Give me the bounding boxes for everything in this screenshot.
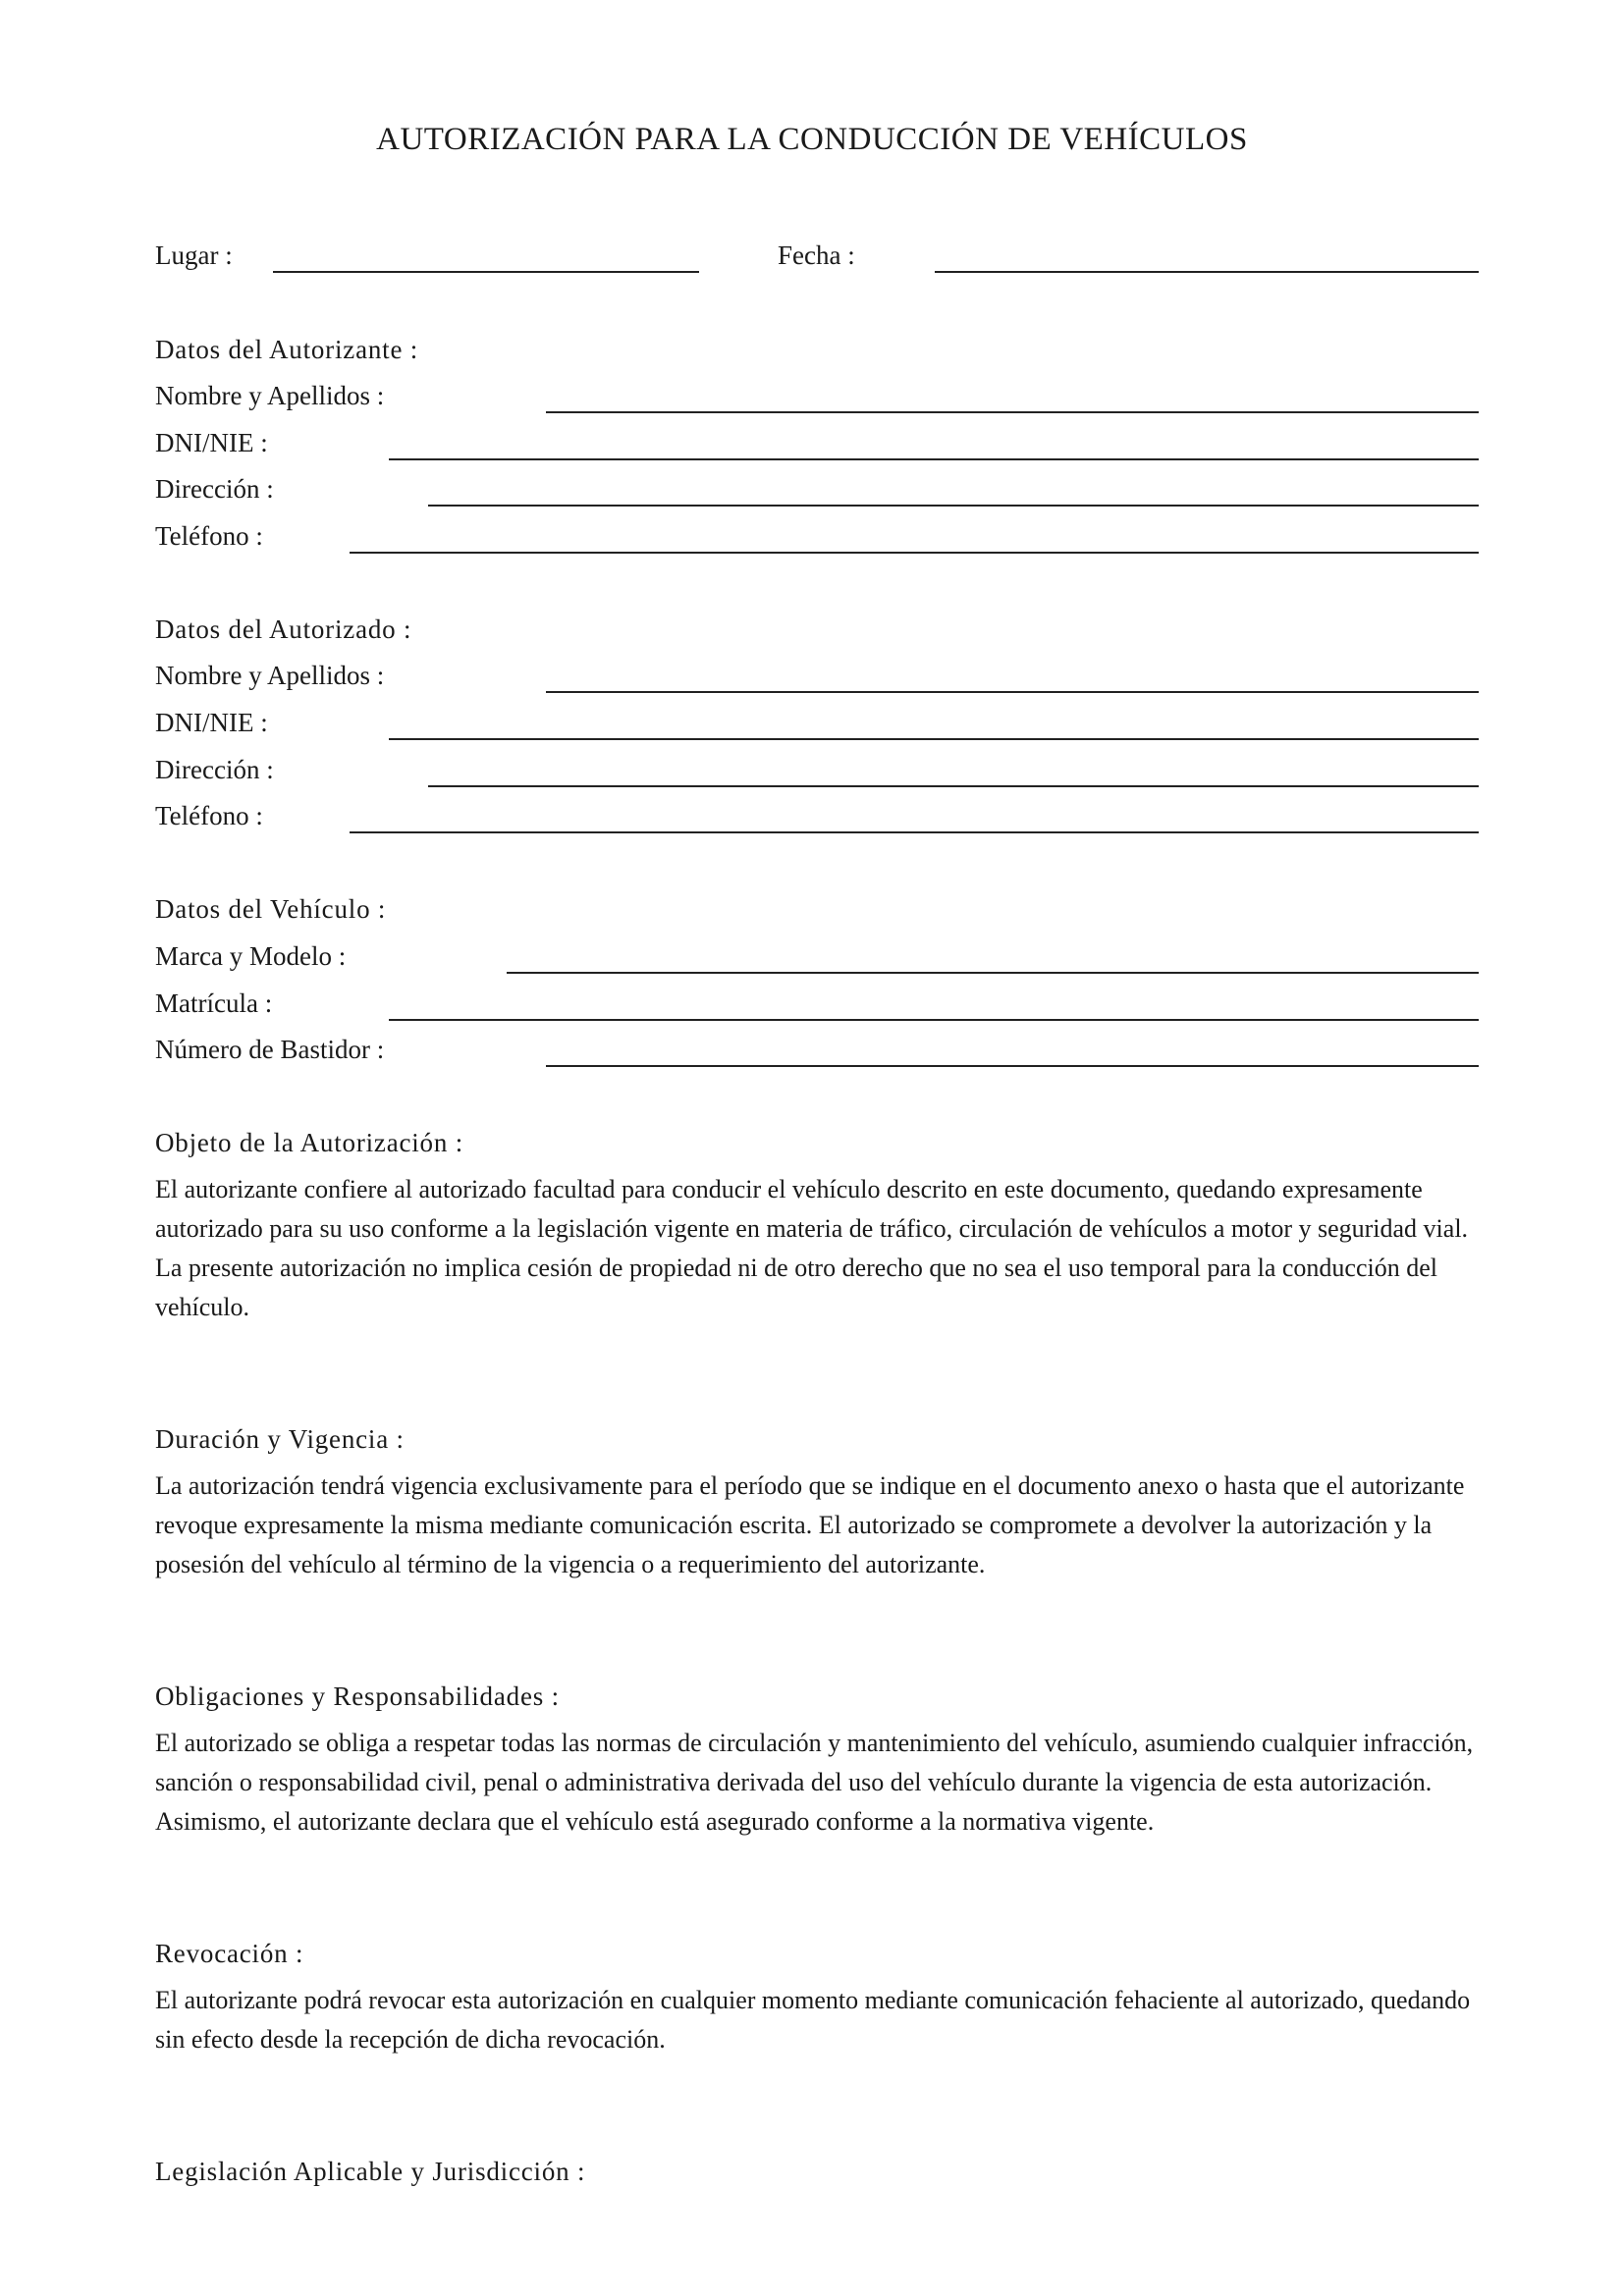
autorizante-address-field[interactable] (428, 505, 1479, 507)
section-heading-obligaciones: Obligaciones y Responsabilidades : (155, 1682, 560, 1711)
section-body-duracion: La autorización tendrá vigencia exclusivamente para el período que se indique en el documento anexo o hasta que el autorizante revoque expresamente la misma mediante comunicación escrita. El autorizado se compromete a devolver la autorización y la posesión del vehículo al término de la vigencia o a requerimiento del autorizante. (155, 1471, 1465, 1578)
autorizado-phone-field[interactable] (350, 831, 1479, 833)
section-heading-legislacion: Legislación Aplicable y Jurisdicción : (155, 2157, 586, 2186)
section-body-objeto: El autorizante confiere al autorizado facultad para conducir el vehículo descrito en este documento, quedando expresamente autorizado para su uso conforme a la legislación vigente en materia de tráfico, circulación de vehículos a motor y seguridad vial. La presente autorización no implica cesión de propiedad ni de otro derecho que no sea el uso temporal para la conducción del vehículo. (155, 1175, 1469, 1321)
vehiculo-vin-field[interactable] (546, 1065, 1479, 1067)
vehiculo-heading: Datos del Vehículo : (155, 894, 387, 924)
vehiculo-vin-label: Número de Bastidor : (155, 1035, 385, 1064)
section-heading-revocacion: Revocación : (155, 1939, 304, 1968)
vehiculo-plate-label: Matrícula : (155, 988, 273, 1018)
autorizante-name-field[interactable] (546, 411, 1479, 413)
autorizante-id-label: DNI/NIE : (155, 428, 268, 457)
autorizante-name-label: Nombre y Apellidos : (155, 381, 385, 410)
vehiculo-model-field[interactable] (507, 972, 1479, 974)
autorizado-name-label: Nombre y Apellidos : (155, 661, 385, 690)
date-label: Fecha : (778, 240, 855, 270)
vehiculo-model-label: Marca y Modelo : (155, 941, 347, 971)
date-field[interactable] (935, 271, 1479, 273)
document-title: AUTORIZACIÓN PARA LA CONDUCCIÓN DE VEHÍCULOS (376, 122, 1248, 157)
autorizante-phone-label: Teléfono : (155, 521, 263, 551)
autorizado-name-field[interactable] (546, 691, 1479, 693)
autorizado-id-field[interactable] (389, 738, 1479, 740)
autorizado-address-label: Dirección : (155, 755, 274, 784)
vehiculo-plate-field[interactable] (389, 1019, 1479, 1021)
autorizado-heading: Datos del Autorizado : (155, 614, 412, 644)
autorizado-id-label: DNI/NIE : (155, 708, 268, 737)
section-body-revocacion: El autorizante podrá revocar esta autorización en cualquier momento mediante comunicación fehaciente al autorizado, quedando sin efecto desde la recepción de dicha revocación. (155, 1986, 1471, 2054)
place-field[interactable] (273, 271, 699, 273)
place-label: Lugar : (155, 240, 233, 270)
autorizado-address-field[interactable] (428, 785, 1479, 787)
autorizante-id-field[interactable] (389, 458, 1479, 460)
autorizante-phone-field[interactable] (350, 552, 1479, 554)
section-heading-duracion: Duración y Vigencia : (155, 1424, 405, 1454)
section-body-obligaciones: El autorizado se obliga a respetar todas las normas de circulación y mantenimiento del vehículo, asumiendo cualquier infracción, sanción o responsabilidad civil, penal o administrativa derivada del uso del vehículo durante la vigencia de esta autorización. Asimismo, el autorizante declara que el vehículo está asegurado conforme a la normativa vigente. (155, 1729, 1474, 1836)
autorizante-address-label: Dirección : (155, 474, 274, 504)
section-heading-objeto: Objeto de la Autorización : (155, 1128, 464, 1157)
autorizado-phone-label: Teléfono : (155, 801, 263, 830)
autorizante-heading: Datos del Autorizante : (155, 335, 419, 364)
